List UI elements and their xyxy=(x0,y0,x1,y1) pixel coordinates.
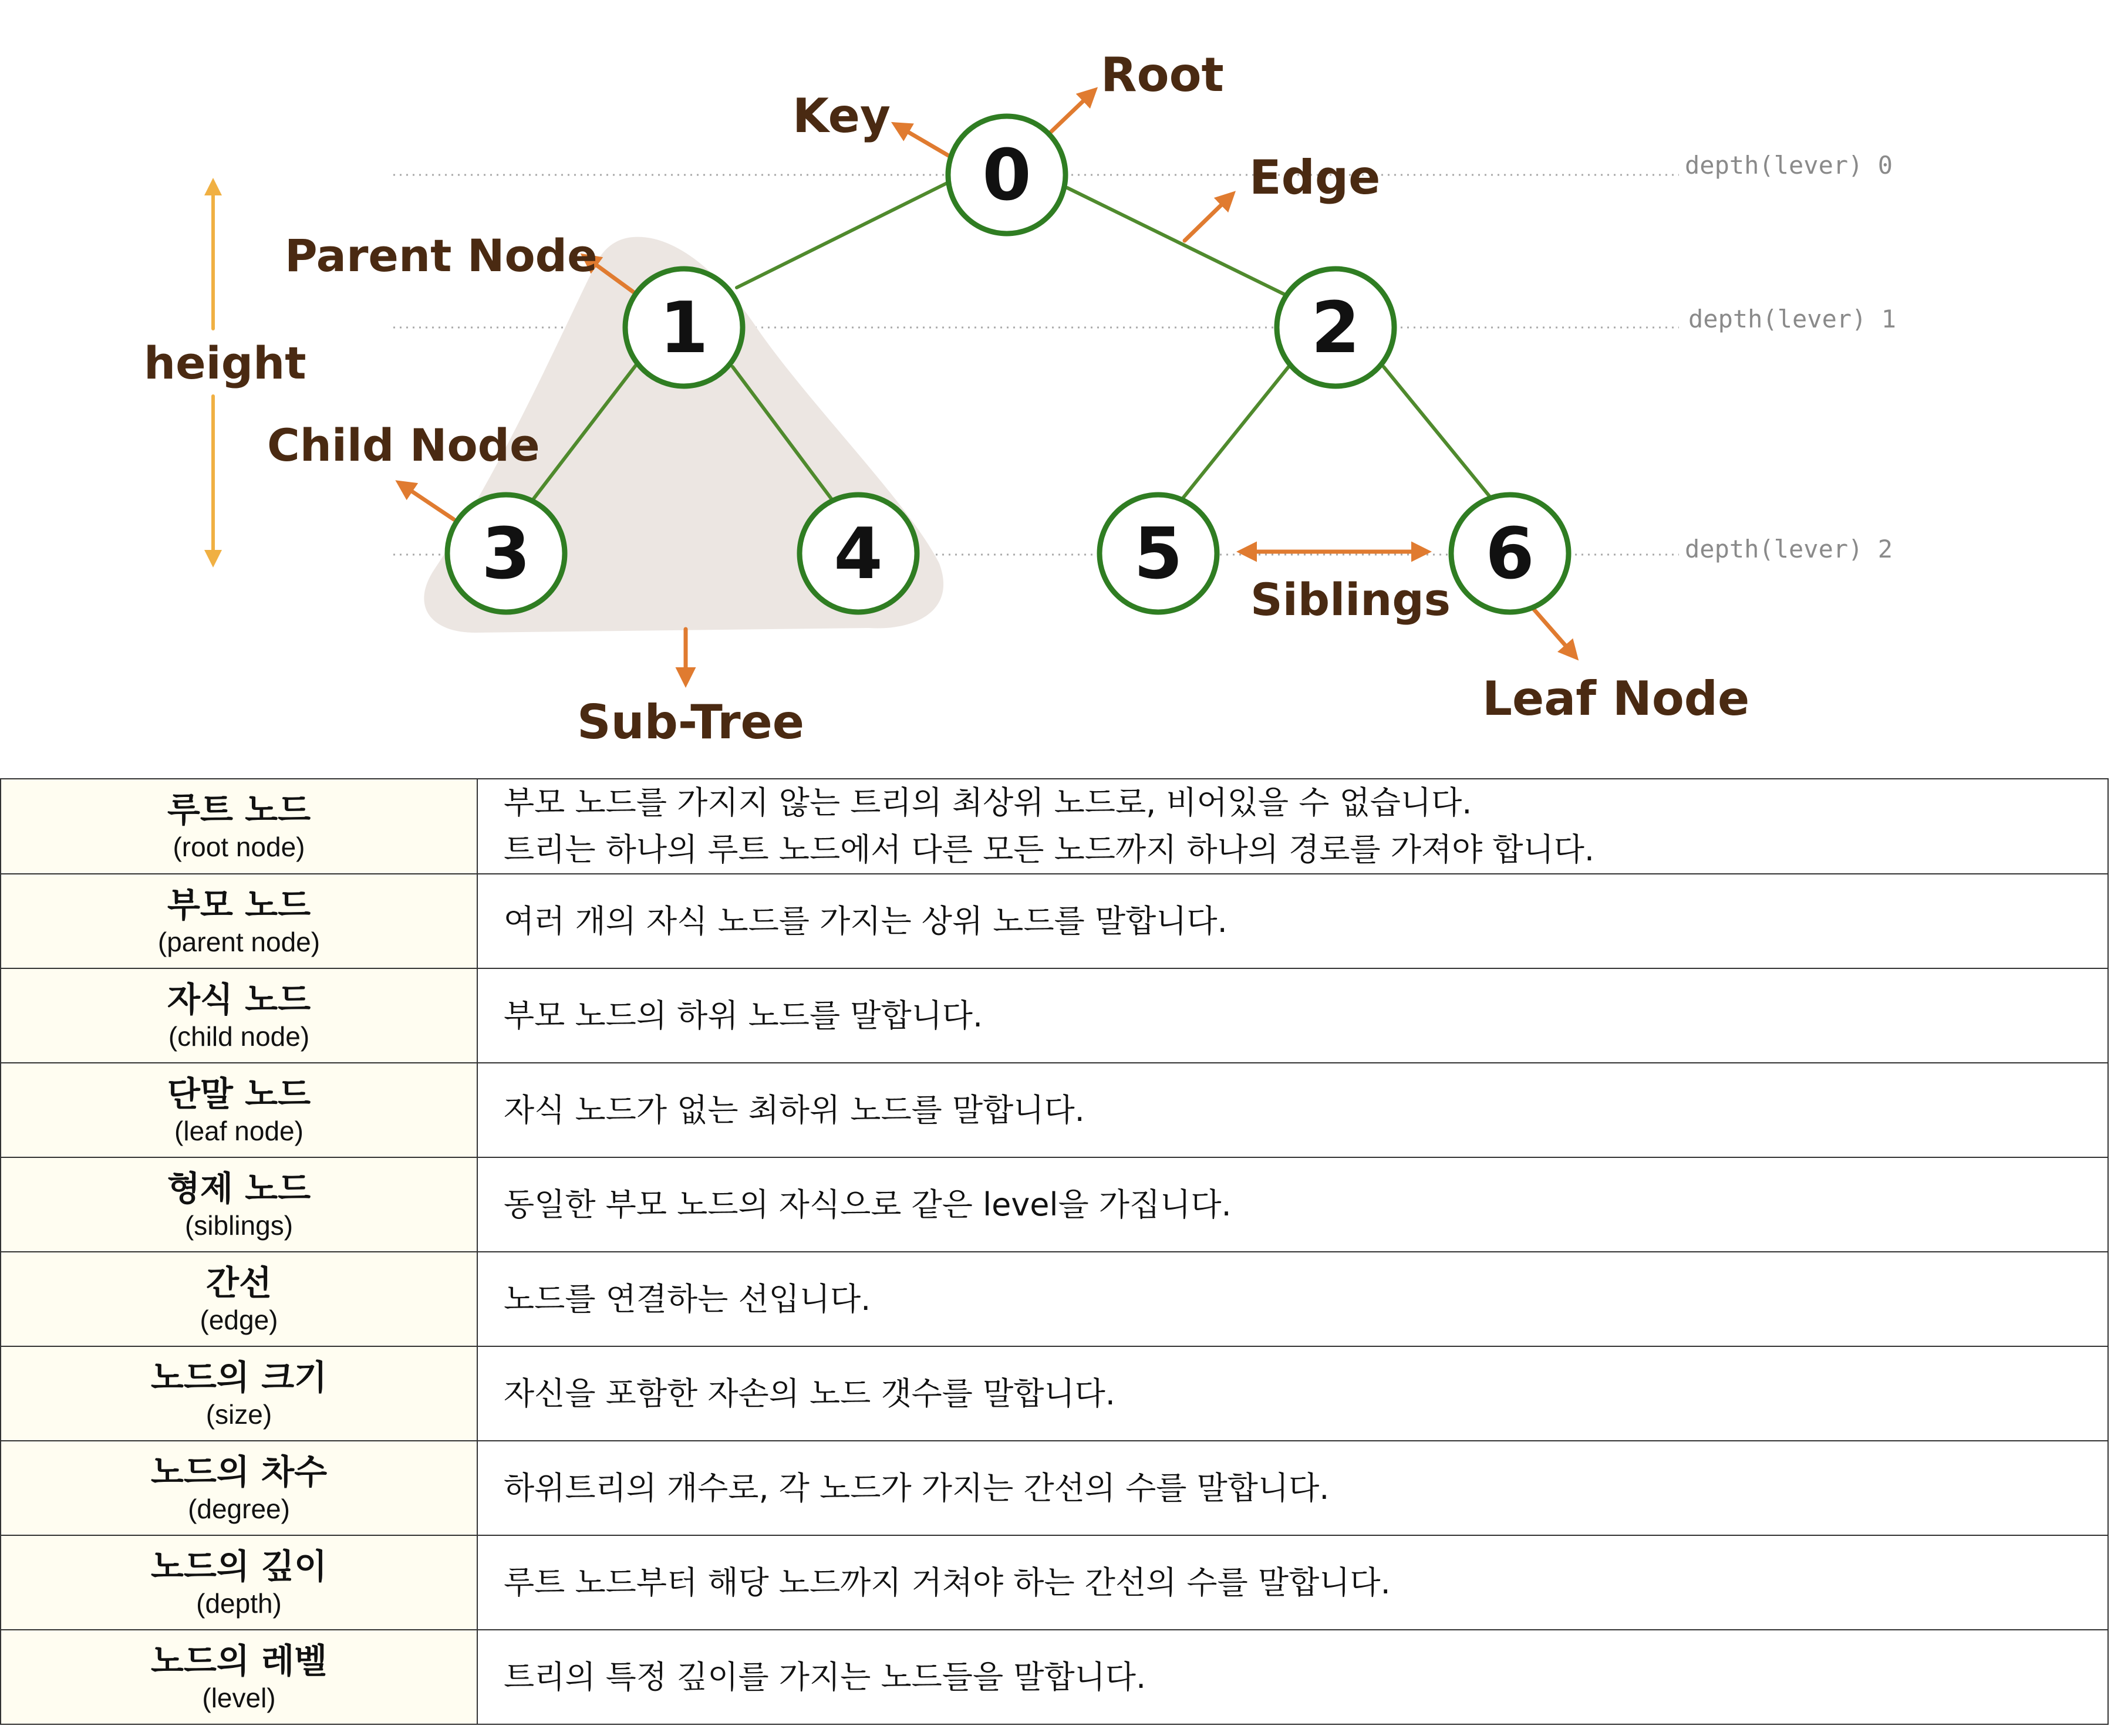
node-key: 5 xyxy=(1134,514,1183,595)
term-korean: 노드의 차수 xyxy=(150,1451,328,1492)
description-cell xyxy=(477,1063,2108,1157)
description-text: 하위트리의 개수로, 각 노드가 가지는 간선의 수를 말합니다. xyxy=(504,1469,1330,1507)
tree-node-2 xyxy=(1277,269,1394,386)
description-cell xyxy=(477,1346,2108,1441)
glossary-table xyxy=(0,778,2109,1725)
term-english: (depth) xyxy=(196,1588,282,1619)
description-text: 트리의 특정 깊이를 가지는 노드들을 말합니다. xyxy=(504,1658,1146,1696)
table-row xyxy=(1,779,2108,874)
description-text: 부모 노드를 가지지 않는 트리의 최상위 노드로, 비어있을 수 없습니다. 트리는 하나의 루트 노드에서 다른 모든 노드까지 하나의 경로를 가져야 합니다. xyxy=(504,784,1595,868)
description-text: 자신을 포함한 자손의 노드 갯수를 말합니다. xyxy=(504,1374,1115,1412)
edge-2-5 xyxy=(1180,367,1289,502)
term-cell xyxy=(1,968,477,1063)
term-english: (edge) xyxy=(200,1304,278,1335)
description-cell xyxy=(477,1441,2108,1535)
term-english: (degree) xyxy=(188,1493,290,1524)
description-text: 자식 노드가 없는 최하위 노드를 말합니다. xyxy=(504,1091,1085,1129)
siblings-label: Siblings xyxy=(1250,573,1451,626)
description-cell xyxy=(477,968,2108,1063)
term-english: (parent node) xyxy=(157,926,321,957)
table-row xyxy=(1,1441,2108,1535)
term-cell xyxy=(1,1157,477,1252)
parent-node-label: Parent Node xyxy=(285,229,598,282)
description-text: 여러 개의 자식 노드를 가지는 상위 노드를 말합니다. xyxy=(504,902,1228,940)
table-row xyxy=(1,1630,2108,1724)
term-korean: 노드의 깊이 xyxy=(150,1546,328,1586)
term-cell xyxy=(1,1535,477,1630)
description-text: 노드를 연결하는 선입니다. xyxy=(504,1280,871,1318)
depth-label-0: depth(lever) 0 xyxy=(1685,151,1893,180)
term-cell xyxy=(1,779,477,874)
term-korean: 형제 노드 xyxy=(167,1168,311,1208)
term-korean: 노드의 크기 xyxy=(150,1357,328,1397)
edge-0-1 xyxy=(737,183,948,288)
root-label: Root xyxy=(1101,48,1224,102)
table-row xyxy=(1,1535,2108,1630)
term-cell xyxy=(1,1630,477,1724)
term-korean: 부모 노드 xyxy=(167,884,311,925)
child-node-label: Child Node xyxy=(267,419,540,471)
term-english: (level) xyxy=(202,1682,276,1713)
node-key: 4 xyxy=(834,514,883,595)
description-text: 동일한 부모 노드의 자식으로 같은 level을 가집니다. xyxy=(504,1186,1232,1223)
depth-label-2: depth(lever) 2 xyxy=(1685,535,1893,563)
tree-node-6 xyxy=(1451,495,1569,612)
tree-node-4 xyxy=(800,495,917,612)
description-cell xyxy=(477,1535,2108,1630)
edge-2-6 xyxy=(1384,367,1494,502)
description-cell xyxy=(477,1252,2108,1346)
term-english: (root node) xyxy=(173,832,305,862)
table-row xyxy=(1,968,2108,1063)
term-korean: 자식 노드 xyxy=(167,979,311,1019)
description-cell xyxy=(477,1157,2108,1252)
tree-node-5 xyxy=(1100,495,1217,612)
subtree-label: Sub-Tree xyxy=(577,695,805,749)
height-label: height xyxy=(144,337,306,389)
tree-diagram xyxy=(0,0,2111,769)
term-korean: 간선 xyxy=(205,1262,272,1303)
description-cell xyxy=(477,779,2108,874)
table-row xyxy=(1,1063,2108,1157)
node-key: 6 xyxy=(1485,514,1535,595)
term-english: (size) xyxy=(205,1399,272,1430)
term-cell xyxy=(1,1252,477,1346)
term-cell xyxy=(1,1441,477,1535)
node-key: 1 xyxy=(659,288,709,369)
edge-arrow xyxy=(1185,197,1230,241)
root-arrow xyxy=(1051,93,1092,132)
description-cell xyxy=(477,874,2108,968)
term-cell xyxy=(1,1063,477,1157)
leaf-node-arrow xyxy=(1532,607,1573,654)
term-english: (siblings) xyxy=(184,1210,294,1241)
term-cell xyxy=(1,1346,477,1441)
node-key: 2 xyxy=(1311,288,1360,369)
term-english: (child node) xyxy=(168,1021,310,1052)
description-text: 부모 노드의 하위 노드를 말합니다. xyxy=(504,997,983,1034)
table-row xyxy=(1,874,2108,968)
node-key: 3 xyxy=(481,514,531,595)
term-korean: 단말 노드 xyxy=(167,1073,311,1114)
edge-label: Edge xyxy=(1249,150,1381,205)
term-korean: 루트 노드 xyxy=(167,790,311,830)
description-text: 루트 노드부터 해당 노드까지 거쳐야 하는 간선의 수를 말합니다. xyxy=(504,1563,1391,1601)
table-row xyxy=(1,1252,2108,1346)
tree-node-3 xyxy=(447,495,565,612)
tree-node-1 xyxy=(625,269,743,386)
term-korean: 노드의 레벨 xyxy=(150,1640,328,1681)
tree-node-0 xyxy=(948,116,1065,234)
node-key: 0 xyxy=(982,135,1031,217)
table-row xyxy=(1,1157,2108,1252)
term-english: (leaf node) xyxy=(174,1115,304,1146)
key-label: Key xyxy=(793,89,891,143)
term-cell xyxy=(1,874,477,968)
child-node-arrow xyxy=(402,485,454,519)
table-row xyxy=(1,1346,2108,1441)
depth-label-1: depth(lever) 1 xyxy=(1688,305,1897,333)
description-cell xyxy=(477,1630,2108,1724)
leaf-node-label: Leaf Node xyxy=(1482,671,1750,726)
